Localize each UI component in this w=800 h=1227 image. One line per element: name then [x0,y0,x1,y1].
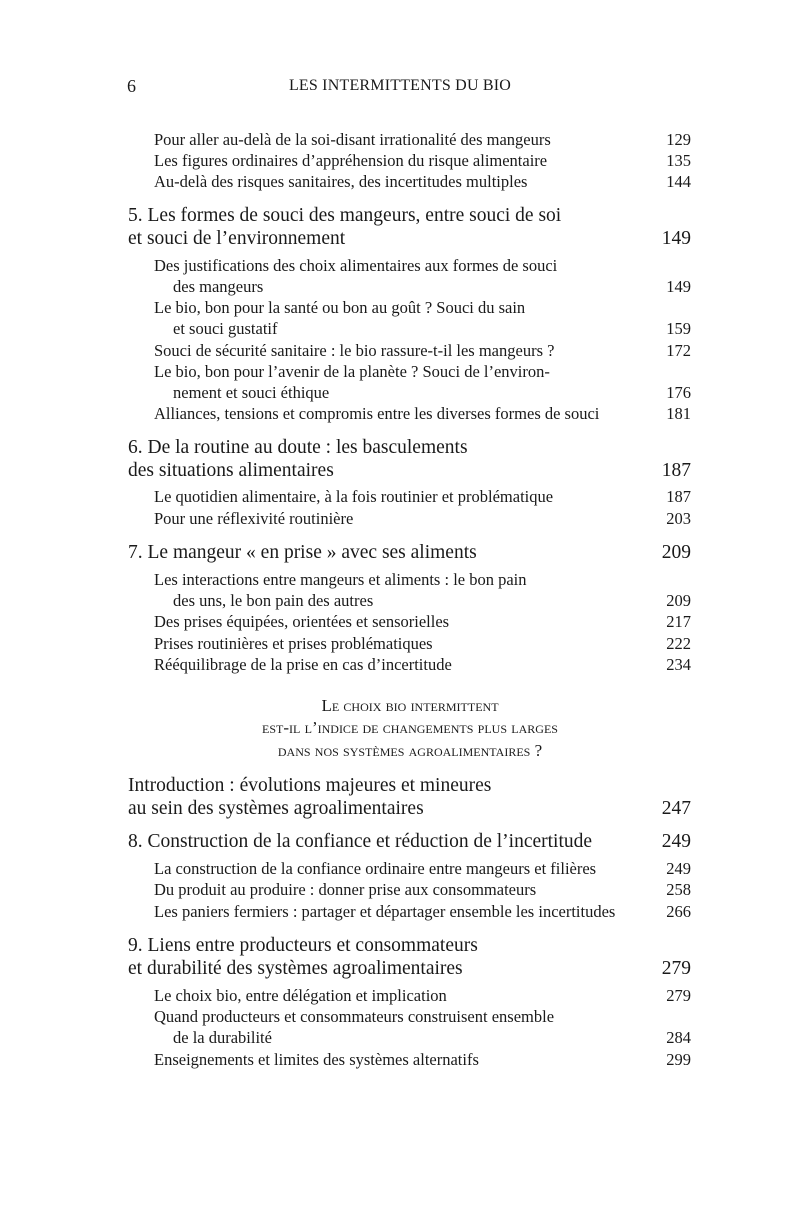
toc-page-number: 284 [666,1028,691,1047]
toc-entry-title-line: Le choix bio intermittent [321,696,499,715]
toc-page-number: 217 [666,612,691,631]
toc-entry-title-line: 9. Liens entre producteurs et consommateurs [128,935,478,956]
toc-page-number: 209 [666,591,691,610]
toc-entry-title-line: est-il l’indice de changements plus larges [262,718,558,737]
toc-entry-title-line: dans nos systèmes agroalimentaires ? [277,741,543,760]
running-title: LES INTERMITTENTS DU BIO [288,77,512,94]
toc-page-number: 279 [666,986,691,1005]
toc-entry-title-line: La construction de la confiance ordinaire entre mangeurs et filières [154,859,597,878]
toc-entry-title-line: de la durabilité [173,1028,272,1047]
toc-entry-title-line: Pour aller au-delà de la soi-disant irrationalité des mangeurs [154,130,551,149]
toc-entry-title-line: Au-delà des risques sanitaires, des incertitudes multiples [154,172,528,191]
toc-entry-title-line: des situations alimentaires [128,460,334,481]
toc-page-number: 129 [666,130,691,149]
toc-entry-title-line: 6. De la routine au doute : les basculements [128,437,468,458]
toc-entry-title-line: Des prises équipées, orientées et sensorielles [154,612,450,631]
toc-entry-title-line: Souci de sécurité sanitaire : le bio rassure-t-il les mangeurs ? [154,341,555,360]
toc-entry-title-line: Enseignements et limites des systèmes alternatifs [154,1050,479,1069]
toc-entry-title-line: 7. Le mangeur « en prise » avec ses aliments [128,542,477,563]
toc-page-number: 144 [666,172,691,191]
toc-entry-title-line: 5. Les formes de souci des mangeurs, entre souci de soi [128,205,562,226]
toc-entry-title-line: Quand producteurs et consommateurs construisent ensemble [154,1007,555,1026]
toc-page-number: 159 [666,319,691,338]
toc-page-number: 209 [661,542,691,563]
toc-entry-title-line: Introduction : évolutions majeures et mineures [128,775,492,796]
toc-page-number: 176 [666,383,691,402]
toc-page-number: 279 [661,958,691,979]
toc-entry-title-line: Le choix bio, entre délégation et implication [154,986,447,1005]
toc-page-number: 149 [661,228,691,249]
toc-page-number: 299 [666,1050,691,1069]
toc-page-number: 249 [661,831,691,852]
toc-page-number: 258 [666,880,691,899]
toc-entry-title-line: Le bio, bon pour l’avenir de la planète ? Souci de l’environ- [154,362,550,381]
toc-entry-title-line: Le quotidien alimentaire, à la fois routinier et problématique [154,487,554,506]
toc-page-number: 234 [666,655,691,674]
toc-page-number: 172 [666,341,691,360]
toc-entry-title-line: Les paniers fermiers : partager et départager ensemble les incertitudes [154,902,616,921]
toc-entry-title-line: Prises routinières et prises problématiques [154,634,433,653]
toc-entry-title-line: nement et souci éthique [173,383,330,402]
toc-page-number: 249 [666,859,691,878]
toc-page-number: 203 [666,509,691,528]
toc-page-number: 266 [666,902,691,921]
toc-entry-title-line: et souci gustatif [173,319,278,338]
toc-entry-title-line: des mangeurs [173,277,264,296]
toc-entry-title-line: Les figures ordinaires d’appréhension du risque alimentaire [154,151,548,170]
toc-page-number: 187 [661,460,691,481]
page-number: 6 [127,76,136,96]
toc-entry-title-line: Du produit au produire : donner prise aux consommateurs [154,880,537,899]
toc-page-number: 222 [666,634,691,653]
toc-entry-title-line: Le bio, bon pour la santé ou bon au goût ? Souci du sain [154,298,526,317]
toc-entry-title-line: Rééquilibrage de la prise en cas d’incertitude [154,655,452,674]
toc-entry-title-line: Les interactions entre mangeurs et aliments : le bon pain [154,570,527,589]
toc-entry-title-line: et durabilité des systèmes agroalimentaires [128,958,463,979]
toc-page-number: 187 [666,487,691,506]
toc-page-number: 135 [666,151,691,170]
toc-page-number: 181 [666,404,691,423]
toc-entry-title-line: des uns, le bon pain des autres [173,591,374,610]
toc-entry-title-line: Des justifications des choix alimentaires aux formes de souci [154,256,558,275]
toc-entry-title-line: Alliances, tensions et compromis entre les diverses formes de souci [154,404,600,423]
toc-entry-title-line: 8. Construction de la confiance et réduction de l’incertitude [128,831,593,852]
toc-entry-title-line: et souci de l’environnement [128,228,346,249]
toc-page-number: 247 [661,798,691,819]
toc-page-number: 149 [666,277,691,296]
toc-entry-title-line: au sein des systèmes agroalimentaires [128,798,424,819]
toc-entry-title-line: Pour une réflexivité routinière [154,509,354,528]
